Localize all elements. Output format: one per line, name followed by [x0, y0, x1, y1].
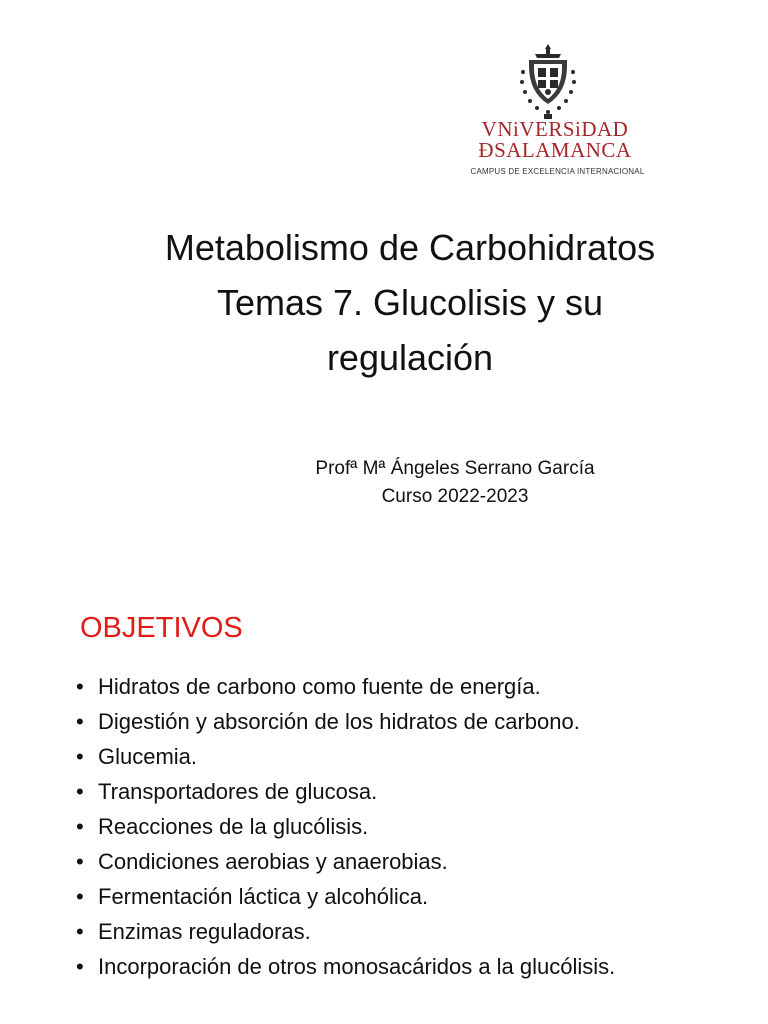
title-line-3: regulación — [326, 337, 494, 378]
logo-tagline: CAMPUS DE EXCELENCIA INTERNACIONAL — [470, 167, 645, 176]
objective-item: • Hidratos de carbono como fuente de energía. — [76, 675, 736, 699]
objective-item: • Reacciones de la glucólisis. — [76, 815, 736, 839]
title-line-2: Temas 7. Glucolisis y su — [216, 282, 604, 323]
objectives-heading: OBJETIVOS — [80, 612, 243, 644]
objectives-list — [76, 675, 736, 990]
objective-item: • Incorporación de otros monosacáridos a la glucólisis. — [76, 955, 736, 979]
logo-salamanca-text: ÐSALAMANCA — [478, 138, 632, 162]
course-year: Curso 2022-2023 — [381, 486, 529, 507]
objective-item: • Enzimas reguladoras. — [76, 920, 736, 944]
slide-title — [90, 220, 730, 385]
author-block — [260, 455, 650, 511]
objective-item: • Digestión y absorción de los hidratos de carbono. — [76, 710, 736, 734]
university-seal-icon — [517, 42, 579, 120]
logo-university-text: VNiVERSiDAD — [481, 117, 629, 141]
university-logo — [470, 40, 650, 185]
objective-item: • Glucemia. — [76, 745, 736, 769]
objective-item: • Condiciones aerobias y anaerobias. — [76, 850, 736, 874]
title-line-1: Metabolismo de Carbohidratos — [164, 227, 656, 268]
author-name: Profª Mª Ángeles Serrano García — [315, 458, 595, 479]
objective-item: • Transportadores de glucosa. — [76, 780, 736, 804]
objective-item: • Fermentación láctica y alcohólica. — [76, 885, 736, 909]
